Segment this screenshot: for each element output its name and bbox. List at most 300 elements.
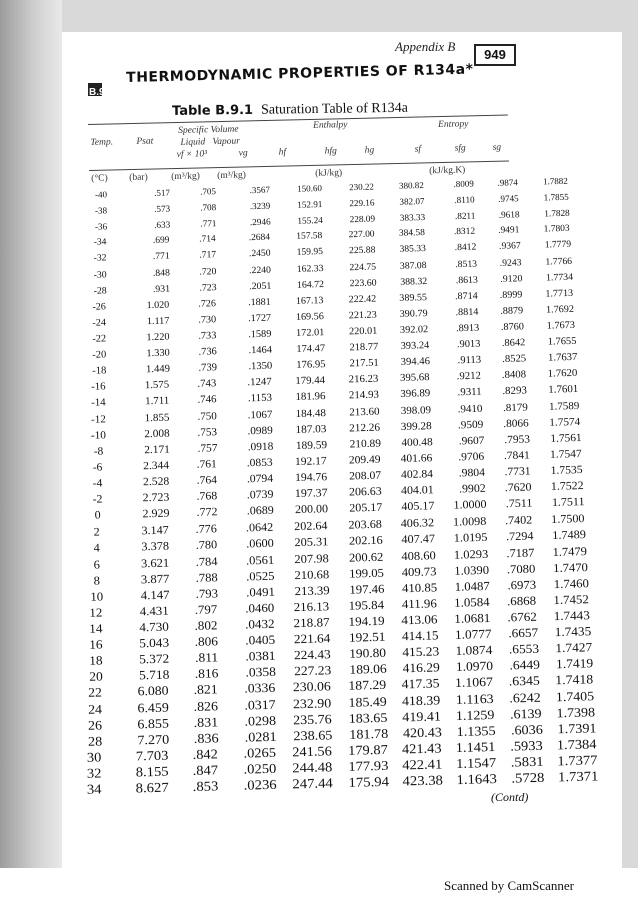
cell-sfg: .8999	[500, 289, 523, 301]
cell-sfg: .7620	[504, 481, 532, 495]
cell-hfg: 189.06	[348, 661, 387, 677]
cell-hf: 169.56	[296, 311, 325, 323]
cell-temp: -22	[92, 333, 107, 345]
cell-sf: .8110	[454, 194, 475, 206]
cell-sg: 1.7470	[552, 560, 588, 576]
cell-vf: .802	[194, 618, 218, 633]
cell-vg: .0600	[246, 536, 275, 551]
cell-sf: 1.0970	[455, 658, 493, 674]
cell-hf: 205.31	[294, 535, 329, 550]
cell-hg: 398.09	[400, 404, 432, 418]
cell-sfg: .7187	[506, 545, 535, 561]
cell-hf: 184.48	[295, 407, 327, 420]
cell-temp: -24	[92, 317, 107, 329]
cell-sf: 1.0777	[454, 626, 492, 642]
cell-sf: 1.1643	[456, 771, 498, 788]
section-number	[88, 82, 105, 98]
cell-sf: .9902	[458, 482, 486, 496]
cell-sg: 1.7692	[546, 303, 575, 316]
cell-sg: 1.7427	[554, 640, 593, 656]
cell-vf: .780	[195, 538, 218, 552]
cell-vg: .0317	[244, 696, 276, 713]
cell-vg: .0298	[244, 712, 277, 729]
cell-hfg: 181.78	[348, 725, 389, 742]
cell-temp: -6	[92, 461, 103, 474]
cell-sg: 1.7511	[551, 496, 585, 509]
cell-sfg: .6345	[508, 673, 541, 689]
cell-temp: -28	[93, 285, 107, 297]
cell-hg: 390.79	[399, 308, 429, 320]
cell-temp: -32	[93, 253, 107, 264]
cell-psat: 8.627	[135, 779, 169, 796]
cell-psat: 1.711	[145, 395, 170, 408]
cell-temp: -40	[94, 189, 108, 200]
cell-hf: 227.23	[293, 663, 331, 679]
cell-hf: 179.44	[295, 375, 326, 387]
cell-vg: .1247	[247, 376, 273, 389]
cell-hg: 410.85	[401, 580, 437, 596]
cell-vg: .0989	[247, 424, 273, 438]
cell-psat: 5.718	[138, 667, 170, 683]
cell-temp: -36	[94, 221, 107, 232]
cell-vg: .1589	[248, 328, 272, 341]
cell-sf: 1.1451	[455, 739, 496, 756]
cell-sg: 1.7443	[553, 608, 591, 624]
header-unit-v2: (m³/kg)	[217, 170, 247, 182]
cell-psat: 2.723	[142, 491, 170, 505]
cell-sg: 1.7561	[549, 431, 582, 445]
cell-hg: 393.24	[400, 340, 430, 352]
cell-vf: .739	[197, 362, 217, 374]
cell-sfg: .8179	[502, 401, 528, 415]
cell-psat: 3.621	[140, 555, 170, 571]
cell-temp: 26	[87, 717, 103, 733]
cell-temp: 28	[87, 733, 103, 749]
cell-vg: .0250	[243, 760, 277, 777]
cell-sf: 1.1259	[455, 706, 495, 723]
cell-temp: 6	[93, 557, 101, 572]
cell-vf: .761	[196, 458, 218, 471]
cell-vf: .768	[196, 490, 218, 503]
cell-sfg: .6553	[508, 641, 539, 657]
cell-hf: 157.58	[296, 231, 323, 242]
cell-vg: .0918	[247, 440, 274, 454]
cell-vg: .0689	[246, 504, 274, 518]
cell-psat: .633	[153, 219, 170, 230]
cell-hg: 423.38	[402, 772, 444, 789]
cell-hfg: 175.94	[348, 773, 390, 790]
cell-vg: .0460	[245, 600, 275, 616]
cell-hf: 164.72	[296, 279, 324, 291]
cell-sfg: .7511	[505, 497, 533, 511]
page-edge-shadow	[0, 0, 62, 903]
cell-hfg: 221.23	[348, 309, 378, 322]
cell-hg: 411.96	[402, 596, 438, 612]
cell-sfg: .6139	[509, 705, 542, 722]
cell-hf: 167.13	[296, 295, 325, 307]
cell-vf: .853	[192, 778, 219, 794]
cell-hf: 172.01	[295, 327, 325, 339]
cell-hg: 420.43	[402, 724, 442, 741]
cell-vf: .708	[199, 202, 217, 213]
cell-hfg: 205.17	[348, 501, 383, 515]
cell-hfg: 209.49	[349, 453, 382, 467]
cell-psat: 6.855	[137, 715, 169, 732]
cell-sg: 1.7547	[550, 447, 583, 461]
cell-sg: 1.7522	[550, 479, 584, 493]
cell-vf: .714	[199, 234, 217, 245]
cell-vf: .836	[193, 730, 219, 746]
cell-sfg: .6036	[510, 721, 543, 738]
cell-hf: 207.98	[294, 551, 329, 567]
cell-vg: .2684	[248, 232, 271, 244]
cell-vg: .0794	[246, 472, 274, 486]
cell-hf: 238.65	[292, 727, 333, 744]
cell-sfg: .5933	[510, 737, 544, 754]
cell-hf: 194.76	[295, 471, 328, 485]
cell-sfg: .6242	[509, 689, 541, 706]
cell-temp: -18	[91, 365, 107, 377]
cell-sfg: .9120	[499, 273, 523, 285]
cell-hfg: 227.00	[348, 229, 376, 241]
cell-hfg: 212.26	[348, 421, 381, 435]
cell-vg: .2946	[249, 216, 271, 228]
cell-hfg: 223.60	[349, 277, 377, 290]
cell-temp: -34	[93, 237, 107, 248]
cell-hfg: 210.89	[349, 437, 381, 451]
cell-sg: 1.7418	[555, 672, 594, 688]
cell-sg: 1.7766	[545, 255, 573, 268]
cell-sg: 1.7535	[550, 464, 583, 477]
cell-vf: .730	[198, 314, 217, 326]
cell-vg: .0491	[245, 584, 275, 600]
cell-hf: 197.37	[294, 487, 328, 501]
cell-sfg: .8642	[501, 337, 526, 349]
cell-hg: 408.60	[401, 548, 436, 564]
cell-hg: 382.07	[399, 196, 425, 207]
cell-temp: 16	[89, 637, 103, 652]
cell-hg: 380.82	[398, 179, 424, 191]
cell-sfg: .5831	[510, 753, 544, 770]
cell-sfg: .7953	[503, 433, 530, 447]
cell-hf: 244.48	[292, 759, 333, 776]
cell-vf: .772	[196, 506, 218, 519]
header-temp: Temp.	[90, 137, 114, 148]
cell-psat: 5.043	[139, 635, 170, 651]
cell-sg: 1.7391	[556, 720, 597, 737]
cell-temp: -30	[93, 269, 107, 281]
cell-vg: .0336	[244, 680, 276, 696]
cell-sg: 1.7460	[553, 576, 589, 592]
cell-vf: .771	[199, 218, 217, 229]
scanner-watermark: Scanned by CamScanner	[444, 878, 574, 893]
cell-sf: .9509	[457, 418, 484, 432]
cell-sf: 1.0390	[453, 562, 490, 578]
cell-sfg: .6449	[508, 657, 540, 673]
cell-temp: 30	[87, 749, 102, 765]
cell-vf: .821	[193, 682, 219, 697]
cell-hfg: 197.46	[348, 581, 385, 597]
cell-sf: .9607	[458, 434, 485, 448]
cell-vf: .753	[197, 426, 218, 439]
cell-vf: .720	[199, 266, 217, 278]
header-vapour: Vapour	[212, 136, 241, 148]
cell-temp: 20	[88, 669, 103, 684]
cell-temp: -12	[90, 413, 106, 426]
cell-sf: .8312	[454, 226, 476, 238]
cell-temp: 14	[89, 621, 103, 636]
cell-vg: .0739	[246, 488, 274, 502]
cell-vf: .726	[198, 298, 217, 310]
cell-vg: .0853	[246, 456, 274, 470]
cell-sfg: .9243	[499, 257, 522, 269]
page-number: 949	[474, 44, 516, 66]
cell-sg: 1.7419	[555, 656, 593, 672]
header-psat: Psat	[136, 136, 154, 147]
cell-sg: 1.7601	[548, 383, 579, 396]
cell-hfg: 228.09	[349, 213, 375, 225]
cell-hf: 202.64	[294, 519, 329, 534]
cell-vg: .0281	[244, 728, 277, 745]
cell-psat: .517	[154, 187, 171, 198]
header-unit-temp: (°C)	[91, 173, 108, 184]
cell-vf: .750	[197, 410, 217, 423]
cell-vg: .3567	[249, 184, 271, 196]
cell-sf: .9113	[457, 354, 481, 367]
cell-psat: 3.378	[141, 539, 170, 554]
cell-hg: 404.01	[400, 484, 434, 498]
cell-hf: 247.44	[292, 775, 333, 792]
cell-hfg: 202.16	[349, 533, 384, 548]
cell-sf: 1.0293	[453, 546, 489, 562]
cell-sf: .9410	[457, 402, 483, 416]
header-unit-h: (kJ/kg)	[315, 168, 343, 179]
cell-hg: 400.48	[400, 436, 433, 450]
cell-hfg: 216.23	[348, 373, 379, 386]
cell-temp: -4	[92, 477, 103, 490]
cell-vf: .826	[193, 698, 219, 714]
cell-hfg: 217.51	[348, 357, 379, 370]
cell-temp: 2	[93, 525, 101, 539]
cell-sf: .8814	[455, 306, 479, 319]
cell-hf: 174.47	[296, 343, 326, 355]
cell-vf: .764	[196, 474, 218, 487]
cell-hfg: 200.62	[348, 549, 384, 565]
cell-hf: 224.43	[293, 647, 331, 663]
cell-hfg: 199.05	[348, 565, 384, 581]
cell-sg: 1.7620	[547, 367, 578, 380]
cell-vf: .733	[198, 330, 217, 342]
cell-vf: .816	[194, 666, 219, 681]
cell-psat: 3.147	[141, 523, 170, 538]
cell-psat: 4.730	[139, 619, 170, 635]
cell-sfg: .9618	[498, 209, 520, 220]
cell-hg: 401.66	[400, 452, 433, 466]
cell-hg: 417.35	[401, 676, 440, 692]
cell-temp: 8	[93, 573, 100, 588]
cell-hfg: 187.29	[348, 677, 387, 693]
cell-sfg: .8879	[500, 305, 524, 317]
cell-temp: -8	[93, 445, 103, 458]
cell-hf: 235.76	[292, 711, 332, 728]
cell-psat: 2.344	[143, 459, 170, 473]
cell-vf: .705	[200, 186, 217, 197]
cell-hg: 384.58	[399, 228, 426, 239]
cell-psat: 6.080	[137, 683, 170, 699]
cell-psat: 2.929	[142, 507, 170, 521]
cell-hg: 421.43	[402, 740, 443, 757]
cell-vf: .831	[193, 714, 219, 730]
cell-hg: 399.28	[400, 420, 432, 434]
cell-sfg: .9491	[498, 225, 520, 236]
cell-temp: -26	[92, 301, 107, 313]
cell-hfg: 190.80	[348, 645, 386, 661]
header-vg: vg	[238, 148, 248, 159]
cell-temp: 10	[89, 589, 103, 604]
cell-hfg: 213.60	[349, 405, 380, 419]
cell-vg: .1464	[248, 344, 272, 357]
cell-sfg: .7731	[504, 465, 531, 479]
cell-sfg: .6762	[507, 609, 538, 625]
cell-sf: .8513	[455, 258, 478, 271]
cell-sg: 1.7655	[547, 335, 577, 348]
cell-psat: 1.117	[146, 315, 170, 328]
cell-hg: 395.68	[400, 372, 431, 384]
cell-sfg: .8066	[502, 417, 529, 431]
cell-sfg: .6868	[507, 593, 537, 609]
cell-sfg: .8408	[502, 369, 527, 382]
cell-psat: 1.855	[144, 411, 170, 425]
header-sg: sg	[492, 142, 502, 153]
cell-hfg: 208.07	[349, 469, 382, 483]
cell-hf: 218.87	[293, 615, 330, 631]
cell-hfg: 194.19	[348, 613, 385, 629]
cell-hf: 181.96	[295, 391, 326, 403]
cell-vg: .0381	[244, 648, 276, 664]
cell-hg: 402.84	[401, 468, 434, 482]
cell-hf: 176.95	[295, 359, 326, 371]
cell-hg: 409.73	[401, 564, 437, 580]
cell-vf: .847	[192, 762, 219, 778]
cell-psat: 1.449	[145, 363, 170, 376]
cell-vg: .1727	[248, 312, 272, 325]
header-hf: hf	[278, 147, 287, 158]
cell-temp: 32	[86, 765, 102, 781]
cell-hfg: 222.42	[348, 293, 377, 306]
cell-psat: .699	[153, 235, 170, 247]
cell-temp: 22	[88, 685, 103, 700]
cell-sfg: .7294	[506, 529, 534, 544]
cell-sf: 1.1355	[456, 722, 496, 739]
cell-hfg: 224.75	[349, 261, 377, 274]
cell-sfg: .6973	[506, 577, 536, 593]
cell-hg: 407.47	[401, 532, 436, 547]
cell-sf: .8613	[455, 274, 478, 287]
cell-hf: 152.91	[296, 199, 323, 210]
header-entropy: Entropy	[438, 119, 469, 131]
cell-sg: 1.7779	[544, 239, 572, 251]
cell-hg: 405.17	[400, 500, 435, 514]
cell-sg: 1.7734	[545, 271, 573, 284]
cell-temp: 4	[93, 541, 101, 555]
cell-hg: 383.33	[399, 211, 425, 223]
cell-sf: .8913	[455, 322, 480, 335]
cell-sf: .9311	[457, 386, 483, 399]
cell-hf: 150.60	[296, 183, 323, 194]
cell-psat: 8.155	[135, 763, 169, 780]
table-title: Saturation Table of R134a	[260, 100, 409, 118]
cell-temp: -38	[94, 205, 108, 216]
cell-hg: 414.15	[401, 628, 439, 644]
cell-hfg: 203.68	[348, 517, 383, 532]
header-sfg: sfg	[454, 143, 466, 154]
cell-vg: .3239	[249, 200, 271, 212]
cell-sf: .8412	[454, 242, 477, 254]
cell-hg: 406.32	[401, 516, 435, 531]
cell-hfg: 218.77	[349, 341, 379, 354]
cell-sg: 1.7452	[553, 592, 590, 608]
cell-psat: 1.220	[146, 331, 170, 344]
cell-hg: 392.02	[399, 324, 429, 336]
cell-hg: 385.33	[399, 244, 427, 255]
header-enthalpy: Enthalpy	[312, 120, 348, 131]
cell-sf: .8009	[453, 178, 474, 190]
cell-vg: .0358	[244, 664, 276, 680]
cell-sg: 1.7713	[545, 287, 574, 300]
cell-sfg: .7402	[505, 513, 533, 528]
cell-sfg: .9874	[497, 177, 518, 188]
cell-hg: 394.46	[400, 356, 430, 368]
header-liquid: Liquid	[180, 137, 206, 148]
cell-sg: 1.7489	[552, 528, 587, 542]
cell-sf: 1.0195	[453, 530, 488, 545]
cell-vf: .723	[198, 282, 217, 294]
cell-hfg: 229.16	[349, 197, 375, 209]
cell-sf: 1.0874	[455, 642, 493, 658]
cell-sg: 1.7479	[552, 544, 588, 559]
cell-hg: 389.55	[399, 292, 428, 304]
cell-sfg: .8760	[500, 321, 525, 333]
cell-sf: 1.1067	[455, 674, 494, 690]
cell-sg: 1.7384	[557, 736, 598, 753]
cell-hf: 159.95	[296, 247, 324, 258]
cell-sg: 1.7574	[548, 415, 581, 429]
cell-vg: .1153	[247, 392, 273, 405]
cell-hfg: 220.01	[348, 325, 378, 338]
cell-vg: .2051	[248, 280, 272, 293]
cell-sfg: .7841	[504, 449, 531, 463]
cell-vg: .2450	[248, 248, 271, 260]
cell-sf: 1.0487	[454, 578, 490, 594]
cell-hf: 232.90	[292, 695, 332, 712]
cell-sf: 1.0098	[453, 514, 487, 529]
header-unit-v: (m³/kg)	[171, 171, 201, 183]
header-hfg: hfg	[324, 146, 337, 157]
cell-psat: 4.147	[140, 587, 170, 603]
cell-temp: -10	[90, 429, 106, 442]
cell-hfg: 214.93	[349, 389, 380, 402]
cell-sg: 1.7673	[546, 319, 576, 332]
cell-temp: 12	[89, 605, 103, 620]
cell-hf: 221.64	[293, 631, 331, 647]
cell-vg: .2240	[248, 264, 272, 277]
cell-psat: 5.372	[138, 651, 170, 667]
cell-sg: 1.7589	[548, 399, 580, 413]
cell-sf: .9804	[458, 466, 486, 480]
cell-sg: 1.7377	[557, 752, 598, 769]
cell-temp: -20	[92, 349, 107, 361]
cell-hg: 418.39	[401, 692, 441, 709]
